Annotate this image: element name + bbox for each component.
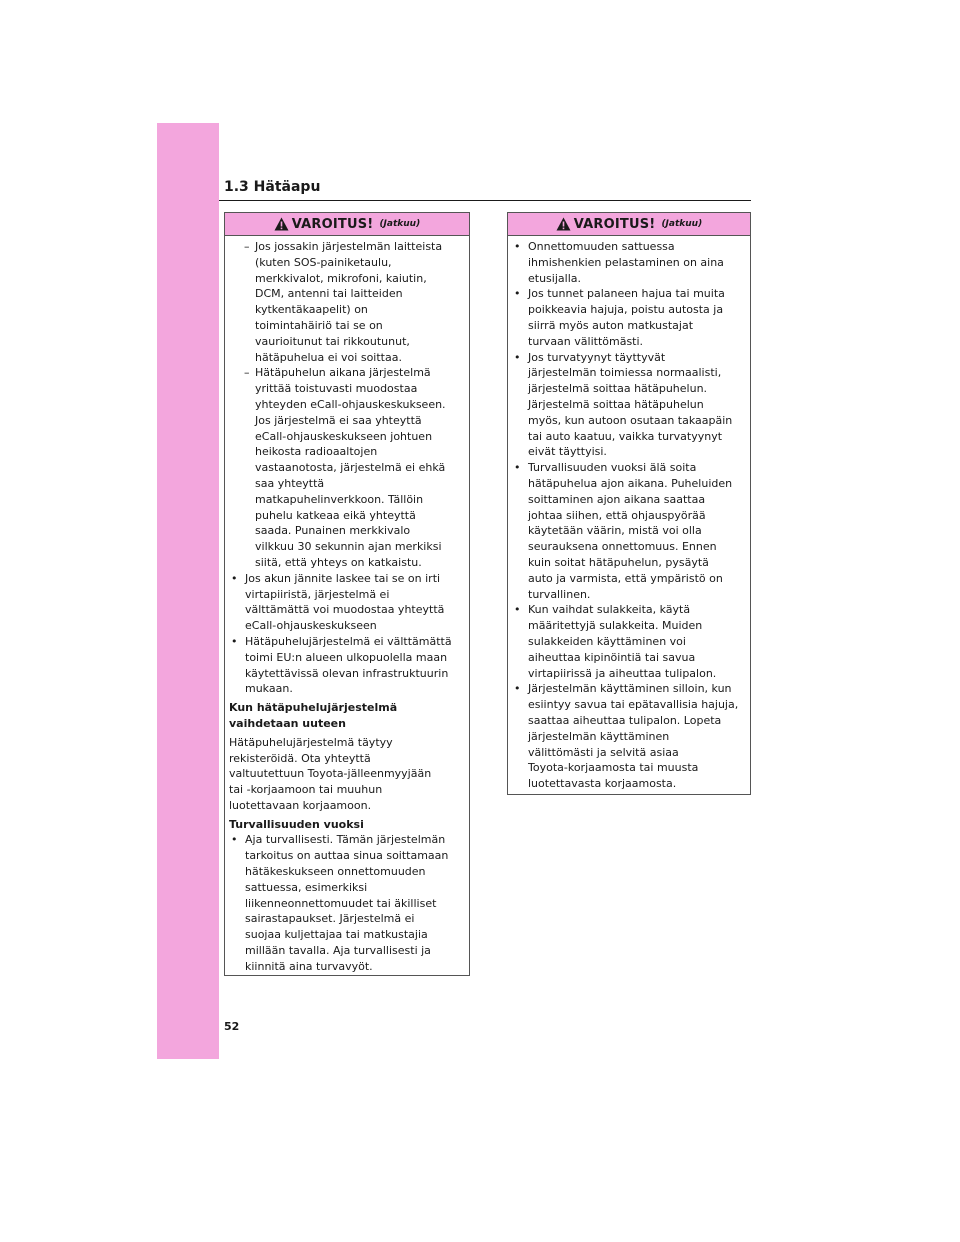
section-title: 1.3 Hätäapu (224, 179, 321, 195)
warning-triangle-icon (556, 217, 571, 231)
list-item: – Jos jossakin järjestelmän laitteista (kuten SOS-painiketaulu, merkkivalot, mikrofoni, kaiutin, DCM, antenni tai laitteiden kytkentäkaapelit) on toimintahäiriö tai se on vaurioitunut tai rikkoutunut, hätäpuhelua ei voi soittaa. (244, 240, 443, 364)
paragraph-registration: Hätäpuhelujärjestelmä täytyy rekisteröidä. Ota yhteyttä valtuutettuun Toyota-jälleenmyyjään tai -korjaamoon tai muuhun luotettavaan korjaamoon. (229, 735, 432, 812)
warning-title: VAROITUS! (573, 216, 656, 232)
warning-header (225, 213, 469, 236)
right-column (507, 212, 751, 795)
list-item: • Turvallisuuden vuoksi älä soita hätäpuhelua ajon aikana. Puheluiden soittaminen ajon aikana saattaa johtaa siihen, että ohjauspyörää käytetään väärin, mistä voi olla seurauksena onnettomuus. Ennen kuin soitat hätäpuhelun, pysäytä auto ja varmista, että ympäristö on turvallinen. (514, 461, 733, 601)
warning-triangle-icon (274, 217, 289, 231)
subheading-safety: Turvallisuuden vuoksi (229, 817, 364, 831)
warning-box-right (507, 212, 751, 795)
warning-header (508, 213, 750, 236)
page-number: 52 (224, 1020, 240, 1033)
warning-continued: (Jatkuu) (661, 219, 703, 229)
list-item: • Järjestelmän käyttäminen silloin, kun esiintyy savua tai epätavallisia hajuja, saattaa aiheuttaa tulipalon. Lopeta järjestelmän käyttäminen välittömästi ja selvitä asiaa Toyota-korjaamosta tai muusta luotettavasta korjaamosta. (514, 682, 739, 791)
warning-box-left (224, 212, 470, 976)
list-item: • Jos tunnet palaneen hajua tai muita poikkeavia hajuja, poistu autosta ja siirrä myös auton matkustajat turvaan välittömästi. (514, 287, 725, 348)
subheading-replacement: Kun hätäpuhelujärjestelmä vaihdetaan uuteen (229, 701, 398, 730)
list-item: • Kun vaihdat sulakkeita, käytä määritettyjä sulakkeita. Muiden sulakkeiden käyttäminen voi aiheuttaa kipinöintiä tai savua virtapiirissä ja aiheuttaa tulipalon. (514, 603, 717, 680)
list-item: • Jos turvatyynyt täyttyvät järjestelmän toimiessa normaalisti, järjestelmä soittaa hätäpuhelun. Järjestelmä soittaa hätäpuhelun myös, kun autoon osutaan takaapäin tai auto kaatuu, vaikka turvatyynyt eivät täyttyisi. (514, 350, 733, 459)
side-tab (157, 123, 219, 1059)
warning-title: VAROITUS! (291, 216, 374, 232)
list-item: • Hätäpuhelujärjestelmä ei välttämättä toimi EU:n alueen ulkopuolella maan käytettävissä olevan infrastruktuurin mukaan. (231, 634, 452, 696)
title-divider (219, 200, 751, 201)
list-item: • Onnettomuuden sattuessa ihmishenkien pelastaminen on aina etusijalla. (514, 240, 724, 285)
left-column (224, 212, 470, 976)
warning-body (225, 236, 469, 975)
warning-body (508, 236, 750, 792)
warning-continued: (Jatkuu) (379, 219, 421, 229)
list-item: • Jos akun jännite laskee tai se on irti virtapiiristä, järjestelmä ei välttämättä voi muodostaa yhteyttä eCall-ohjauskeskukseen (231, 571, 445, 633)
list-item: • Aja turvallisesti. Tämän järjestelmän tarkoitus on auttaa sinua soittamaan hätäkeskukseen onnettomuuden sattuessa, esimerkiksi liikenneonnettomuudet tai äkilliset sairastapaukset. Järjestelmä ei suojaa kuljettajaa tai matkustajia millään tavalla. Aja turvallisesti ja kiinnitä aina turvavyöt. (231, 833, 449, 973)
list-item: – Hätäpuhelun aikana järjestelmä yrittää toistuvasti muodostaa yhteyden eCall-ohjauskeskukseen. Jos järjestelmä ei saa yhteyttä eCall-ohjauskeskukseen johtuen heikosta radioaaltojen vastaanotosta, järjestelmä ei ehkä saa yhteyttä matkapuhelinverkkoon. Tällöin puhelu katkeaa eikä yhteyttä saada. Punainen merkkivalo vilkkuu 30 sekunnin ajan merkiksi siitä, että yhteys on katkaistu. (244, 366, 446, 569)
